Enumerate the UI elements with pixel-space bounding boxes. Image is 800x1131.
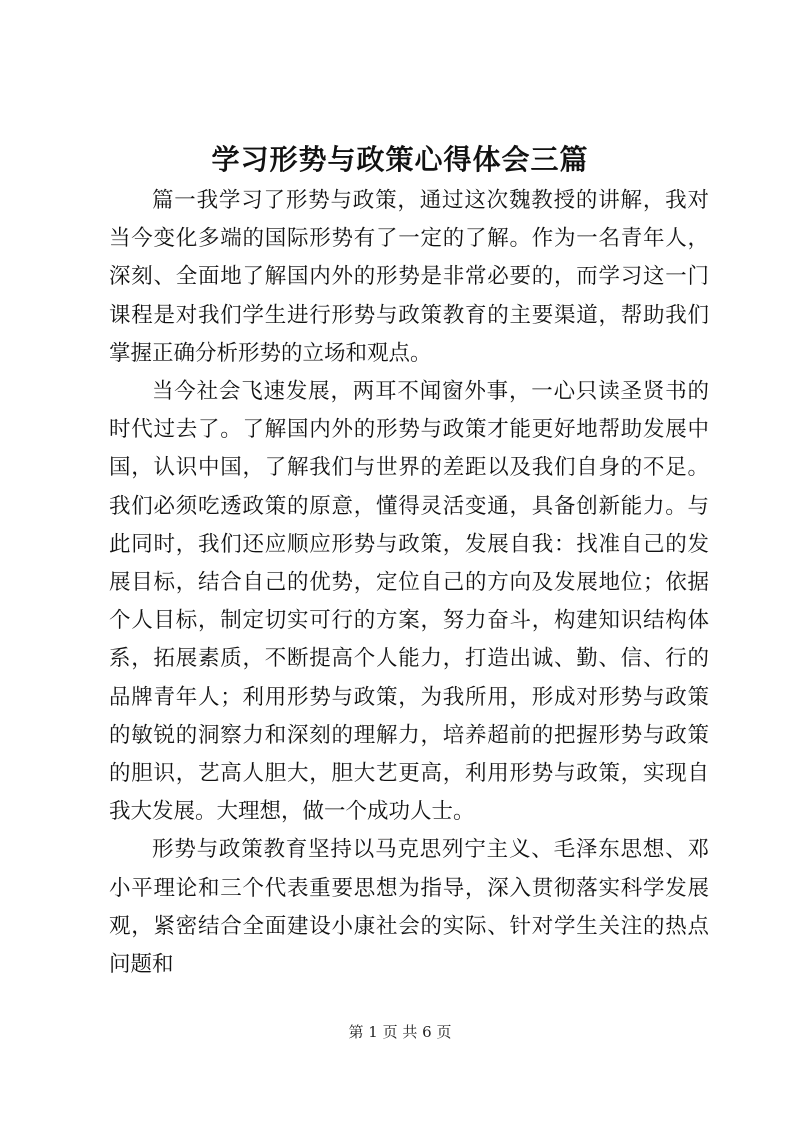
- paragraph-3: 形势与政策教育坚持以马克思列宁主义、毛泽东思想、邓小平理论和三个代表重要思想为指导，深入贯彻落实科学发展观，紧密结合全面建设小康社会的实际、针对学生关注的热点问题和: [109, 837, 709, 978]
- document-body: [109, 182, 709, 984]
- page-number-footer: 第 1 页 共 6 页: [348, 1023, 452, 1041]
- document-title: 学习形势与政策心得体会三篇: [211, 143, 589, 176]
- paragraph-1: 篇一我学习了形势与政策，通过这次魏教授的讲解，我对当今变化多端的国际形势有了一定的了解。作为一名青年人，深刻、全面地了解国内外的形势是非常必要的，而学习这一门课程是对我们学生进行形势与政策教育的主要渠道，帮助我们掌握正确分析形势的立场和观点。: [109, 188, 709, 366]
- paragraph-2: 当今社会飞速发展，两耳不闻窗外事，一心只读圣贤书的时代过去了。了解国内外的形势与政策才能更好地帮助发展中国，认识中国，了解我们与世界的差距以及我们自身的不足。我们必须吃透政策的原意，懂得灵活变通，具备创新能力。与此同时，我们还应顺应形势与政策，发展自我：找准自己的发展目标，结合自己的优势，定位自己的方向及发展地位；依据个人目标，制定切实可行的方案，努力奋斗，构建知识结构体系，拓展素质，不断提高个人能力，打造出诚、勤、信、行的品牌青年人；利用形势与政策，为我所用，形成对形势与政策的敏锐的洞察力和深刻的理解力，培养超前的把握形势与政策的胆识，艺高人胆大，胆大艺更高，利用形势与政策，实现自我大发展。大理想，做一个成功人士。: [109, 379, 709, 825]
